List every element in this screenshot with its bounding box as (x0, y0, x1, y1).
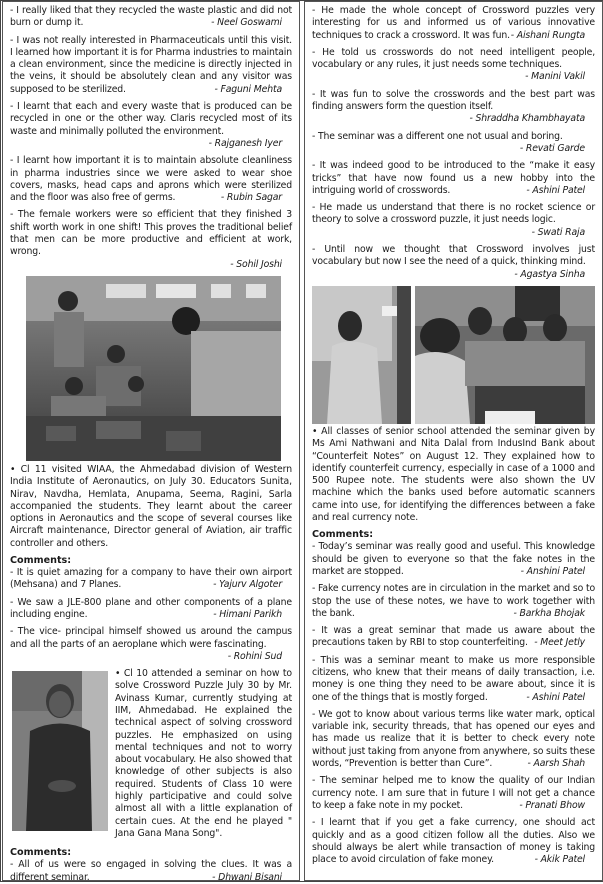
comment-text: - The female workers were so efficient that they finished 3 shift worth work in one shift! This proves the traditional belief that men can be more productive and efficient at work, wrong. (10, 209, 292, 258)
comment-text: - I really liked that they recycled the waste plastic and did not burn or dump it. (10, 5, 292, 29)
comment-author: - Faguni Mehta (214, 83, 282, 95)
comment-author: - Meet Jetly (534, 637, 585, 649)
comment-author: - Himani Parikh (213, 608, 282, 620)
comment-text: - It was indeed good to be introduced to the “make it easy tricks” that have now found us a new hobby into the intriguing world of crosswords. (312, 160, 595, 196)
comment-author: - Swati Raja (531, 226, 585, 238)
comment-text: - I learnt how important it is to maintain absolute cleanliness in pharma industries since we were asked to wear shoe covers, masks, head caps and aprons which were sterilized and the floor was also free of germs. (10, 155, 292, 204)
comment (312, 541, 595, 578)
right-column (304, 1, 603, 881)
comment (10, 35, 292, 96)
comment-author: - Barkha Bhojak (513, 607, 585, 619)
comment-text: - It was fun to solve the crosswords and the best part was finding answers form the question itself. (312, 88, 595, 113)
comment-author: - Yajurv Algoter (213, 579, 282, 591)
left-column (2, 1, 300, 881)
comment-author: - Rohini Sud (227, 650, 282, 662)
aeronautics-workshop-photo (26, 276, 281, 461)
comment-text: - The seminar helped me to know the quality of our Indian currency note. I am sure that in future I will not get a chance to keep a fake note in my pocket. (312, 775, 595, 811)
comment (312, 47, 595, 84)
comment (312, 817, 595, 866)
comment (312, 160, 595, 197)
comment (10, 859, 292, 884)
comment-author: - Rajganesh Iyer (208, 137, 282, 149)
comment (312, 244, 595, 281)
comment-author: - Dhwani Bisani (212, 871, 282, 883)
comment (10, 155, 292, 204)
comment-text: - The seminar was a different one not usual and boring. (312, 130, 563, 142)
comments-heading: Comments: (10, 847, 72, 859)
comment-text: - We saw a JLE-800 plane and other components of a plane including engine. (10, 596, 292, 620)
comment-text: - I was not really interested in Pharmaceuticals until this visit. I learned how important it is for Pharma industries to maintain a clean environment, since the medicine is directly injected in the veins, it should be absolutely clean and any visitor was supposed to be sterilized. (10, 34, 292, 95)
comment (312, 89, 595, 126)
comment-text: - This was a seminar meant to make us more responsible citizens, who knew that their means of daily transaction, i.e. money is one thing they need to be aware about, since it is one of the things that is mostly forged. (312, 654, 595, 703)
comment-author: - Rubin Sagar (220, 192, 282, 204)
comment-text: - It was a great seminar that made us aware about the precautions taken by RBI to stop counterfeiting. (312, 625, 595, 649)
comment-author: - Ashini Patel (526, 691, 585, 703)
comment (10, 567, 292, 592)
counterfeit-seminar-photos (312, 286, 595, 424)
comment (312, 5, 595, 42)
comment-text: - It is quiet amazing for a company to have their own airport (Mehsana) and 7 Planes. (10, 567, 292, 591)
comment (10, 209, 292, 270)
comment-text: - Fake currency notes are in circulation in the market and so to stop the use of these notes, we have to work together with the bank. (312, 583, 595, 619)
portrait-illustration (12, 671, 108, 831)
comment-text: - We got to know about various terms like water mark, optical variable ink, security threads, that has opened our eyes and has made us realize that it is better to check every note without just taking from anyone from anywhere, so suits these words, “Prevention is better than Cure”. (312, 708, 595, 770)
comments-heading: Comments: (10, 555, 72, 567)
comment (312, 775, 595, 812)
comment-author: - Shraddha Khambhayata (469, 113, 585, 125)
comment-author: - Akik Patel (534, 854, 585, 866)
comment (312, 655, 595, 704)
comment-author: - Sohil Joshi (230, 258, 282, 270)
comment-text: - I learnt that if you get a fake currency, one should act quickly and as a good citizen follow all the duties. Also we should always be alert while transaction of money is taking place to avoid circulation of fake money. (312, 817, 595, 866)
comment-text: - He told us crosswords do not need intelligent people, vocabulary or any rules, it just needs some techniques. (312, 46, 595, 71)
comment (312, 625, 595, 650)
comment-author: - Aarsh Shah (527, 758, 585, 770)
comment (312, 131, 595, 156)
comment-author: - Manini Vakil (525, 71, 585, 83)
comment-author: - Ashini Patel (526, 184, 585, 196)
comment (312, 583, 595, 620)
counterfeit-seminar-paragraph: • All classes of senior school attended the seminar given by Ms Ami Nathwani and Nita Dalal from IndusInd Bank about “Counterfeit Notes” on August 12. They explained how to identify counterfeit currency, especially in case of a 1000 and 500 Rupee note. The students were also shown the UV machine which the banks used before automatic scanners came into use, for identifying the differences between a fake and real currency note. (312, 425, 595, 524)
comments-heading: Comments: (312, 529, 374, 541)
comment (312, 709, 595, 770)
wiaa-visit-paragraph: • Cl 11 visited WIAA, the Ahmedabad division of Western India Institute of Aeronautics, on July 30. Educators Sunita, Nirav, Navdha, Hemlata, Anupama, Seema, Ragini, Sarla accompanied the students. They learnt about the career options in Aeronautics and the scope of several courses like Aircraft maintenance, Director general of Aviation, air traffic controller and others. (10, 463, 292, 549)
comment-text: - Until now we thought that Crossword involves just vocabulary but now I see the need of a quick, thinking mind. (312, 244, 595, 268)
comment (10, 101, 292, 150)
comment-text: - He made us understand that there is no rocket science or theory to solve a crossword puzzle, it just needs logic. (312, 202, 595, 226)
comment-author: - Revati Garde (519, 142, 585, 154)
comment-author: - Aishani Rungta (510, 29, 585, 41)
comment (10, 597, 292, 622)
crossword-section (10, 668, 292, 845)
comment (10, 5, 292, 30)
comment-author: - Anshini Patel (520, 565, 585, 577)
crossword-seminar-paragraph: • Cl 10 attended a seminar on how to solve Crossword Puzzle July 30 by Mr. Avinass Kumar, currently studying at IIM, Ahmedabad. He explained the technical aspect of solving crossword puzzles. He emphasized on using mental techniques and not to worry about vocabulary. He also showed that knowledge of other subjects is also required. Students of Class 10 were highly participative and could solve almost all with a little explanation of certain cues. At the end he played " Jana Gana Mana Song". (115, 668, 292, 839)
comment-author: - Pranati Bhow (519, 799, 585, 811)
speaker-holding-note-photo (312, 286, 411, 424)
comment-text: - All of us were so engaged in solving the clues. It was a different seminar. (10, 859, 292, 883)
comment (10, 626, 292, 663)
comment-author: - Agastya Sinha (514, 268, 585, 280)
photo-illustration (415, 286, 595, 424)
comment-text: - The vice- principal himself showed us around the campus and all the parts of an aeroplane which were fascinating. (10, 626, 292, 650)
photo-illustration (26, 276, 281, 461)
comment-text: - Today’s seminar was really good and useful. This knowledge should be given to everyone so that the fake notes in the market are stopped. (312, 541, 595, 577)
comment-text: - I learnt that each and every waste that is produced can be recycled in one or the other way. Claris recycled most of its waste and minimally polluted the environment. (10, 101, 292, 137)
comment (312, 202, 595, 239)
speaker-portrait-photo (12, 671, 108, 831)
comment-author: - Neel Goswami (211, 17, 282, 29)
students-examining-notes-photo (415, 286, 595, 424)
photo-illustration (312, 286, 411, 424)
comment-text: - He made the whole concept of Crossword puzzles very interesting for us and informed us of various innovative techniques to crack a crossword. It was fun. (312, 5, 595, 41)
